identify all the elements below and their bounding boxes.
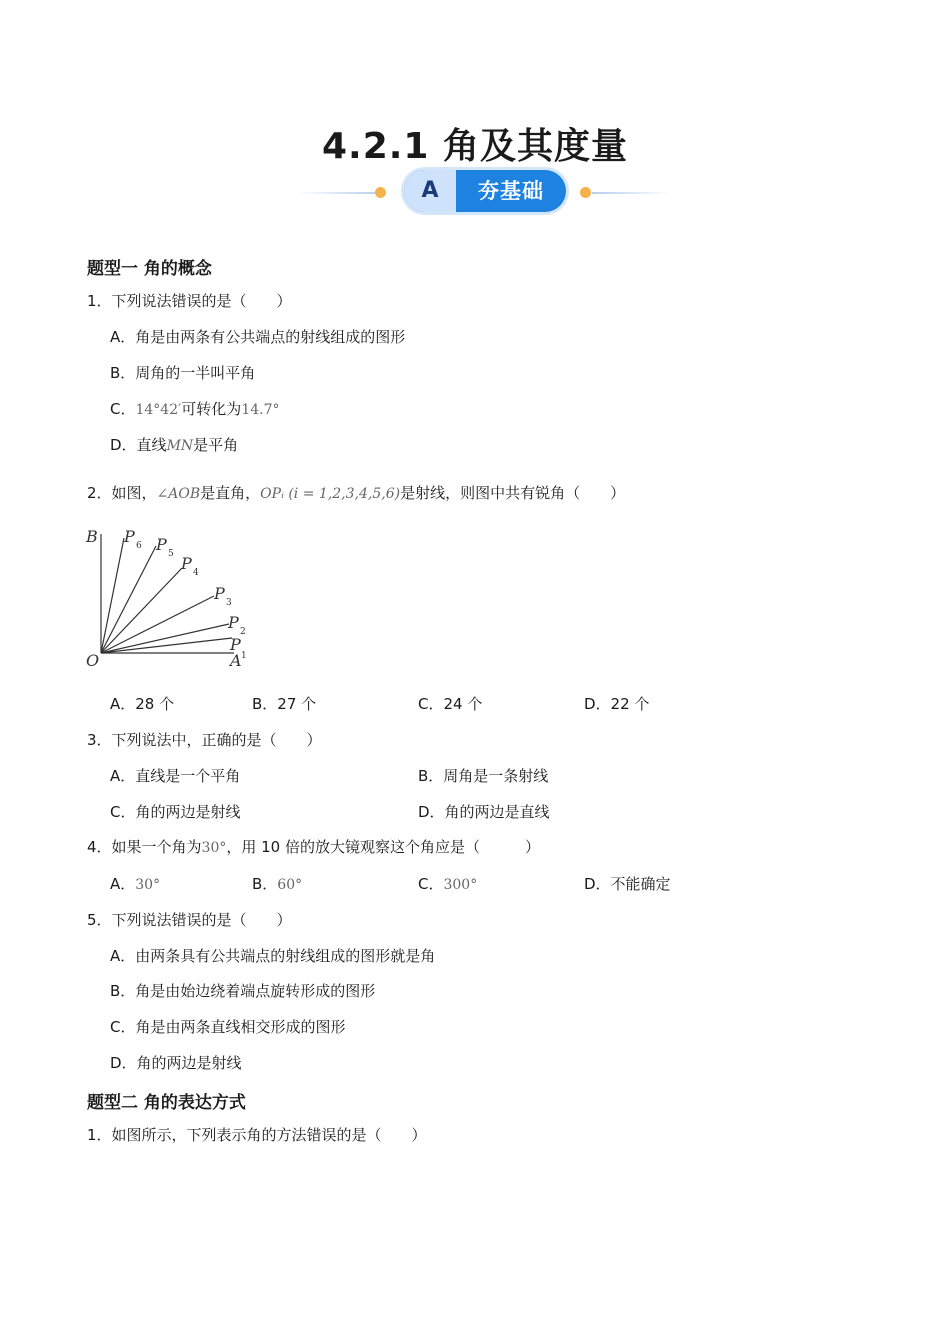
q2-stem-pre: 2．如图， xyxy=(87,484,157,502)
question-3-option-d: D．角的两边是直线 xyxy=(418,803,550,821)
banner-line-left xyxy=(296,192,380,194)
question-5-option-d: D．角的两边是射线 xyxy=(110,1054,242,1072)
question-1-option-b: B．周角的一半叫平角 xyxy=(110,364,256,382)
option-c-mid: 可转化为 xyxy=(181,400,242,418)
label-p1-sub: 1 xyxy=(241,651,247,661)
section-banner xyxy=(0,168,950,214)
label-p6: P xyxy=(124,527,135,546)
banner-label: 夯基础 xyxy=(478,179,544,203)
option-d-post: 是平角 xyxy=(193,436,239,454)
question-1-option-d xyxy=(110,434,238,455)
question-4-option-c xyxy=(418,873,477,894)
question-2-option-d: D．22 个 xyxy=(584,695,650,713)
label-p2-sub: 2 xyxy=(240,627,246,637)
label-o: O xyxy=(86,651,100,670)
question-3-option-b: B．周角是一条射线 xyxy=(418,767,549,785)
label-p4: P xyxy=(181,554,192,573)
ray-op2 xyxy=(101,624,229,653)
banner-line-right xyxy=(592,192,672,194)
math-14-7: 14.7° xyxy=(241,402,280,418)
question-3-stem: 3．下列说法中，正确的是（ ） xyxy=(87,731,322,749)
q2-stem-mid: 是直角， xyxy=(200,484,261,502)
question-5-option-c: C．角是由两条直线相交形成的图形 xyxy=(110,1018,346,1036)
question-3-option-a: A．直线是一个平角 xyxy=(110,767,241,785)
question-4-option-d: D．不能确定 xyxy=(584,875,671,893)
question-2-option-c: C．24 个 xyxy=(418,695,483,713)
question-5-option-b: B．角是由始边绕着端点旋转形成的图形 xyxy=(110,982,376,1000)
label-p6-sub: 6 xyxy=(136,541,142,551)
section2-question-1-stem: 1．如图所示，下列表示角的方法错误的是（ ） xyxy=(87,1126,427,1144)
label-p1: P xyxy=(230,635,241,654)
math-c-300deg: 300° xyxy=(443,877,478,893)
question-2-stem xyxy=(87,482,625,503)
question-5-stem: 5．下列说法错误的是（ ） xyxy=(87,911,292,929)
ray-op3 xyxy=(101,596,214,653)
angle-figure xyxy=(84,524,254,672)
banner-dot-left xyxy=(375,187,386,198)
section-heading-1: 题型一 角的概念 xyxy=(87,259,212,279)
math-14-42: 14°42′ xyxy=(135,402,182,418)
math-a-30deg: 30° xyxy=(135,877,161,893)
label-p5: P xyxy=(156,535,167,554)
q2-stem-post: 是射线，则图中共有锐角（ ） xyxy=(400,484,626,502)
label-p5-sub: 5 xyxy=(168,549,174,559)
q4-stem-pre: 4．如果一个角为 xyxy=(87,838,202,856)
option-d-prefix: D．直线 xyxy=(110,436,167,454)
question-2-option-a: A．28 个 xyxy=(110,695,175,713)
ray-op4 xyxy=(101,568,182,653)
q4-a-prefix: A． xyxy=(110,875,136,893)
question-4-option-a xyxy=(110,873,160,894)
banner-dot-right xyxy=(580,187,591,198)
label-a: A xyxy=(230,651,242,670)
ray-op6 xyxy=(101,538,124,653)
q4-b-prefix: B． xyxy=(252,875,278,893)
math-angle-aob: ∠AOB xyxy=(156,486,201,502)
option-c-prefix: C． xyxy=(110,400,136,418)
math-30deg: 30° xyxy=(201,840,227,856)
label-p2: P xyxy=(228,613,239,632)
math-op-i: OPᵢ (i = 1,2,3,4,5,6) xyxy=(260,486,401,502)
question-5-option-a: A．由两条具有公共端点的射线组成的图形就是角 xyxy=(110,947,436,965)
label-p4-sub: 4 xyxy=(193,568,199,578)
math-mn: MN xyxy=(166,438,194,454)
question-2-option-b: B．27 个 xyxy=(252,695,317,713)
math-b-60deg: 60° xyxy=(277,877,303,893)
label-p3: P xyxy=(214,584,225,603)
q4-stem-post: ，用 10 倍的放大镜观察这个角应是（ ） xyxy=(226,838,541,856)
section-heading-2: 题型二 角的表达方式 xyxy=(87,1093,246,1113)
question-4-stem xyxy=(87,836,540,857)
label-b: B xyxy=(86,527,98,546)
question-1-stem: 1．下列说法错误的是（ ） xyxy=(87,292,292,310)
q4-c-prefix: C． xyxy=(418,875,444,893)
ray-op1 xyxy=(101,638,232,653)
question-4-option-b xyxy=(252,873,302,894)
label-p3-sub: 3 xyxy=(226,598,232,608)
banner-pill xyxy=(404,170,566,212)
question-1-option-c xyxy=(110,398,279,419)
banner-letter: A xyxy=(404,170,456,212)
question-1-option-a: A．角是由两条有公共端点的射线组成的图形 xyxy=(110,328,406,346)
ray-op5 xyxy=(101,546,156,653)
page-title: 4.2.1 角及其度量 xyxy=(321,126,629,167)
question-3-option-c: C．角的两边是射线 xyxy=(110,803,241,821)
